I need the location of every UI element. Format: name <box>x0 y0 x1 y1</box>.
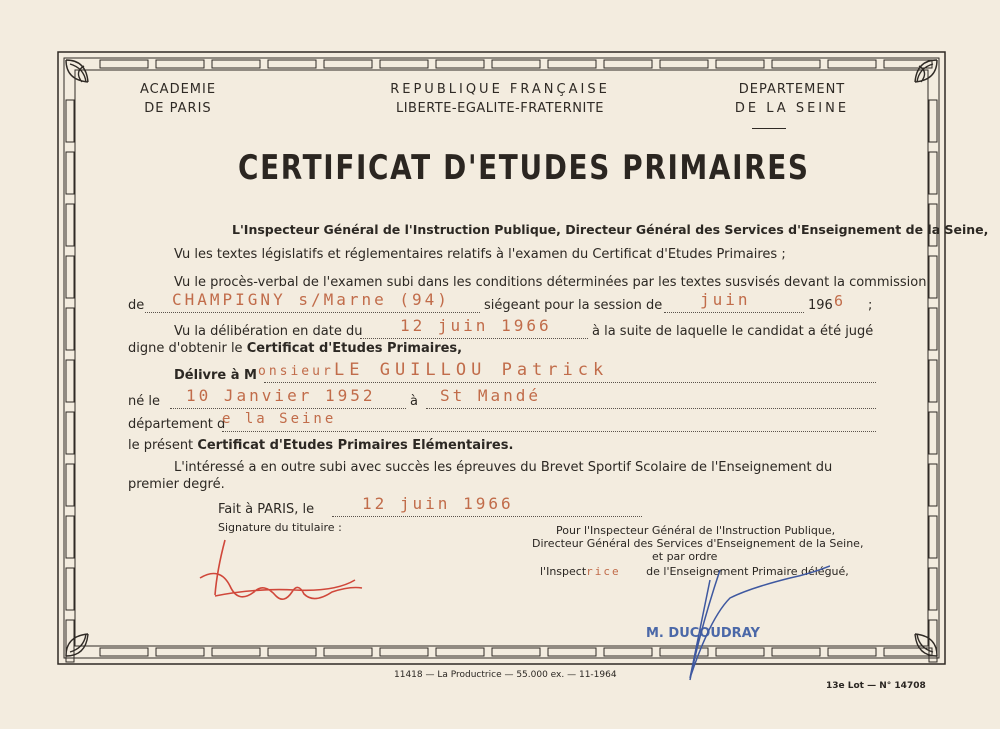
border-cell <box>772 60 820 68</box>
fait-dots <box>332 516 642 517</box>
border-cell <box>828 60 876 68</box>
border-cell <box>268 60 316 68</box>
border-cell <box>66 308 74 350</box>
session-year-prefix: 196 <box>808 298 833 313</box>
delivre-title: onsieur <box>258 364 334 379</box>
border-cell <box>884 60 932 68</box>
authority-line3: et par ordre <box>652 550 718 563</box>
border-cell <box>660 60 708 68</box>
vu-proces-verbal-line: Vu le procès-verbal de l'examen subi dans les conditions déterminées par les textes susvisés devant la commission <box>174 275 927 290</box>
birth-place-dots <box>426 408 876 409</box>
border-cell <box>929 256 937 298</box>
fait-prefix: Fait à PARIS, le <box>218 502 315 517</box>
commission-dots <box>145 312 480 313</box>
border-cell <box>929 308 937 350</box>
deliberation-date: 12 juin 1966 <box>400 316 552 335</box>
titulaire-signature <box>195 538 375 613</box>
signature-label: Signature du titulaire : <box>218 521 342 534</box>
authority-line2: Directeur Général des Services d'Enseignement de la Seine, <box>532 537 864 550</box>
session-dots <box>664 312 804 313</box>
authority-line4-suffix: de l'Enseignement Primaire délégué, <box>646 565 849 578</box>
deliberation-suffix: à la suite de laquelle le candidat a été jugé <box>592 324 874 339</box>
departement-line1: DEPARTEMENT <box>738 82 846 97</box>
academie-line1: ACADEMIE <box>139 82 217 97</box>
commission-place: CHAMPIGNY s/Marne (94) <box>172 290 450 309</box>
border-cell <box>324 60 372 68</box>
issuer-line: L'Inspecteur Général de l'Instruction Publique, Directeur Général des Services d'Enseignement de la Seine, <box>232 222 989 237</box>
certificate-title: CERTIFICAT D'ETUDES PRIMAIRES <box>238 148 810 188</box>
border-cell <box>66 256 74 298</box>
candidate-name: LE GUILLOU Patrick <box>334 360 609 380</box>
border-cell <box>548 60 596 68</box>
present-bold: Certificat d'Etudes Primaires Elémentaires. <box>197 438 514 453</box>
vu-textes-line: Vu les textes législatifs et réglementaires relatifs à l'examen du Certificat d'Etudes Primaires ; <box>174 247 786 262</box>
border-cell <box>929 516 937 558</box>
border-cell <box>492 648 540 656</box>
present-prefix: le présent <box>128 438 194 453</box>
authority-line1: Pour l'Inspecteur Général de l'Instruction Publique, <box>556 524 836 537</box>
border-cell <box>66 412 74 454</box>
border-cell <box>66 360 74 402</box>
session-label: siégeant pour la session de <box>484 298 663 313</box>
department-dots <box>222 431 876 432</box>
border-cell <box>380 60 428 68</box>
birth-label: né le <box>128 394 160 409</box>
delivre-dots <box>264 382 876 383</box>
birth-at-label: à <box>410 394 418 409</box>
birth-date: 10 Janvier 1952 <box>186 386 376 405</box>
border-cell <box>929 412 937 454</box>
border-cell <box>604 648 652 656</box>
departement-header <box>712 82 872 116</box>
header-rule <box>752 128 786 129</box>
border-cell <box>66 464 74 506</box>
border-cell <box>436 648 484 656</box>
session-end: ; <box>868 298 873 313</box>
border-cell <box>212 60 260 68</box>
sport-line2: premier degré. <box>128 477 225 492</box>
border-cell <box>884 648 932 656</box>
border-cell <box>929 464 937 506</box>
border-cell <box>828 648 876 656</box>
border-cell <box>929 360 937 402</box>
border-cell <box>716 60 764 68</box>
republique-line2: LIBERTE-EGALITE-FRATERNITE <box>395 101 604 116</box>
border-cell <box>66 100 74 142</box>
border-cell <box>604 60 652 68</box>
border-cell <box>156 648 204 656</box>
border-cell <box>492 60 540 68</box>
republique-line1: REPUBLIQUE FRANÇAISE <box>390 82 610 97</box>
border-cell <box>156 60 204 68</box>
departement-line2: DE LA SEINE <box>734 101 850 116</box>
border-cell <box>929 100 937 142</box>
border-cell <box>66 152 74 194</box>
border-cell <box>66 516 74 558</box>
digne-prefix: digne d'obtenir le <box>128 341 243 356</box>
fait-date: 12 juin 1966 <box>362 494 514 513</box>
department-label: département d <box>128 417 226 432</box>
delivre-prefix: Délivre à M <box>174 368 257 383</box>
lot-number: 13e Lot — N° 14708 <box>826 681 926 691</box>
border-cell <box>929 152 937 194</box>
birth-date-dots <box>170 408 406 409</box>
border-cell <box>380 648 428 656</box>
academie-line2: DE PARIS <box>144 101 212 116</box>
border-cell <box>548 648 596 656</box>
border-cell <box>436 60 484 68</box>
sport-line1: L'intéressé a en outre subi avec succès les épreuves du Brevet Sportif Scolaire de l'Enseignement du <box>174 460 833 475</box>
border-cell <box>66 568 74 610</box>
academie-header <box>128 82 228 116</box>
digne-bold: Certificat d'Etudes Primaires, <box>246 341 463 356</box>
border-cell <box>212 648 260 656</box>
deliberation-prefix: Vu la délibération en date du <box>174 324 363 339</box>
border-cell <box>66 204 74 246</box>
digne-line <box>128 341 462 356</box>
deliberation-dots <box>360 338 588 339</box>
print-info: 11418 — La Productrice — 55.000 ex. — 11-1964 <box>394 670 617 680</box>
official-stamp: M. DUCOUDRAY <box>646 626 760 641</box>
session-month: juin <box>700 290 751 309</box>
department-value: e la Seine <box>222 411 337 427</box>
border-cell <box>324 648 372 656</box>
commission-prefix: de <box>128 298 145 313</box>
border-cell <box>100 60 148 68</box>
official-signature <box>650 560 830 685</box>
border-cell <box>929 568 937 610</box>
border-cell <box>100 648 148 656</box>
border-cell <box>268 648 316 656</box>
authority-line4-hand: rice <box>586 565 621 578</box>
session-year-digit: 6 <box>834 292 847 310</box>
birth-place: St Mandé <box>440 386 542 405</box>
republique-header <box>350 82 650 116</box>
present-line <box>128 438 513 453</box>
authority-line4-prefix: l'Inspect <box>540 565 587 578</box>
